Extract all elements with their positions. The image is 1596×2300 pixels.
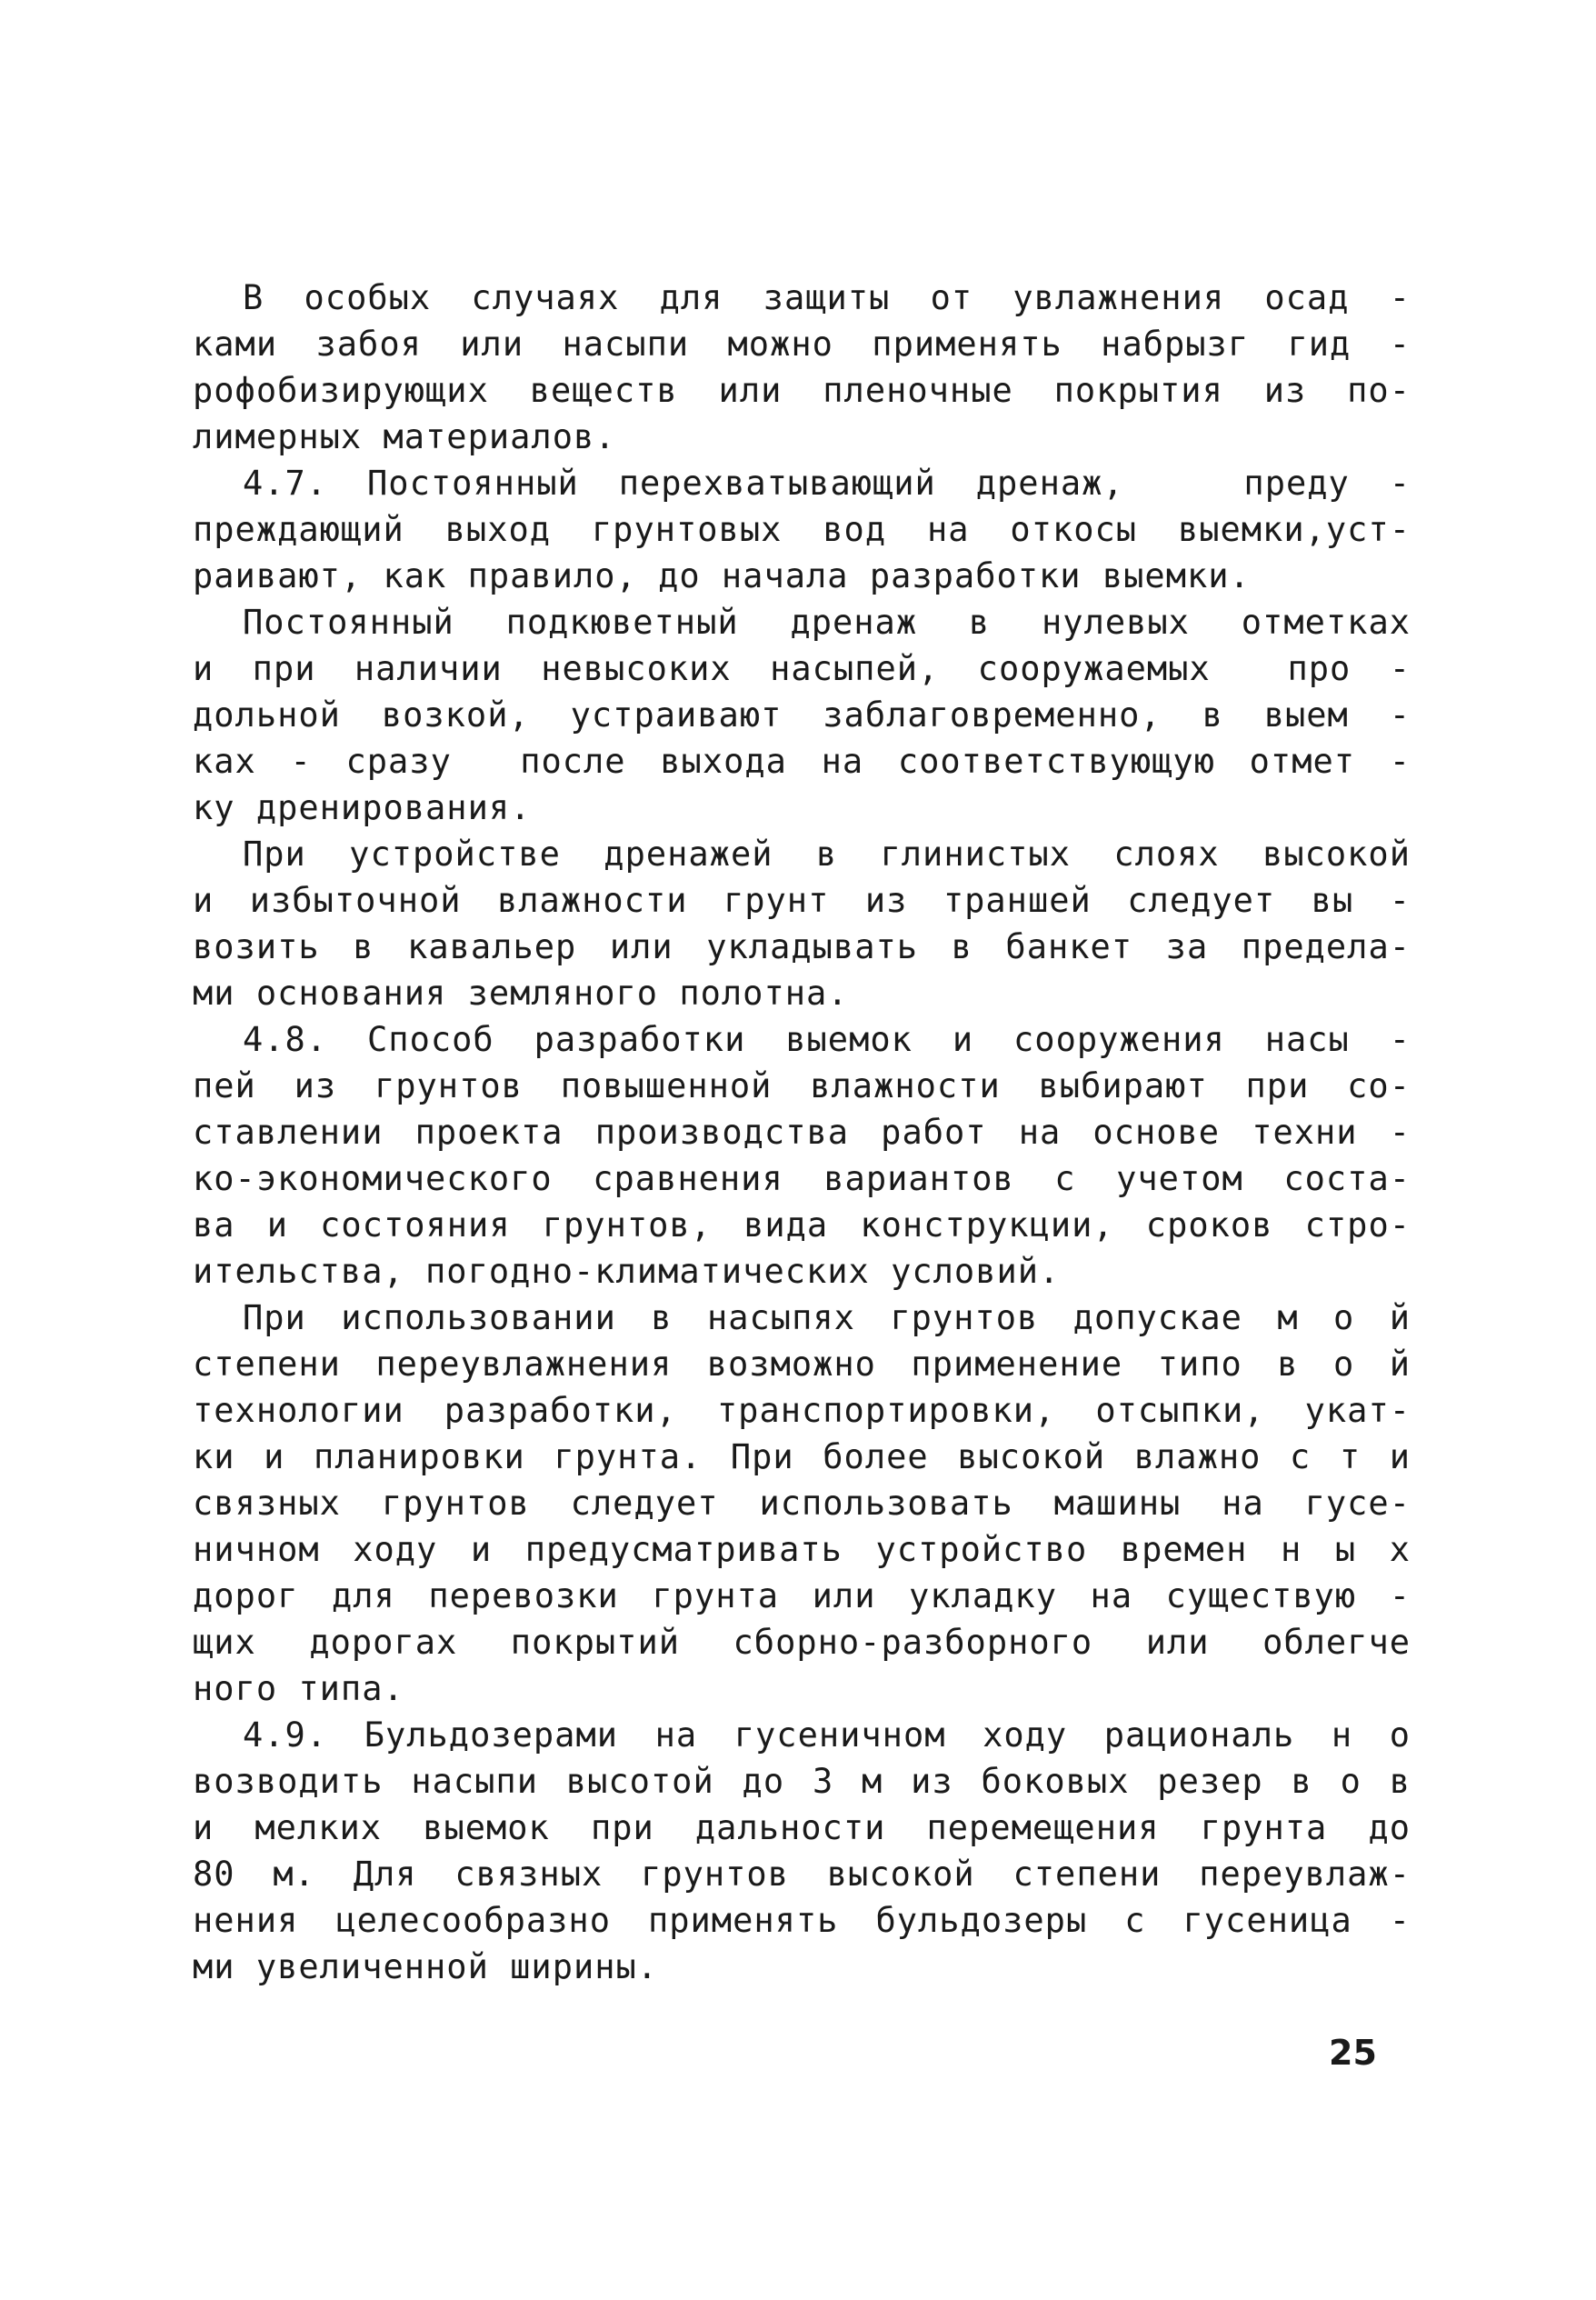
text-line: ками забоя или насыпи можно применять набрызг гид - — [193, 325, 1411, 364]
text-line: возводить насыпи высотой до 3 м из боковых резер в о в — [193, 1762, 1411, 1801]
text-line: щих дорогах покрытий сборно-разборного или облегче — [193, 1623, 1411, 1662]
body-text — [193, 275, 1411, 1990]
text-line: преждающий выход грунтовых вод на откосы выемки,уст- — [193, 510, 1411, 549]
text-line: Постоянный подкюветный дренаж в нулевых отметках — [243, 603, 1411, 642]
text-line: ко-экономического сравнения вариантов с учетом соста- — [193, 1159, 1411, 1198]
text-line: 4.9. Бульдозерами на гусеничном ходу рациональ н о — [243, 1715, 1411, 1755]
text-line: раивают, как правило, до начала разработки выемки. — [193, 556, 1251, 595]
text-line: дорог для перевозки грунта или укладку на существую - — [193, 1576, 1411, 1615]
text-line: ва и состояния грунтов, вида конструкции, сроков стро- — [193, 1205, 1411, 1245]
text-line: и при наличии невысоких насыпей, сооружаемых про - — [193, 649, 1411, 688]
text-line: ках - сразу после выхода на соответствующую отмет - — [193, 742, 1411, 781]
text-line: технологии разработки, транспортировки, отсыпки, укат- — [193, 1391, 1411, 1430]
text-line: ми увеличенной ширины. — [193, 1947, 659, 1986]
text-line: 80 м. Для связных грунтов высокой степени переувлаж- — [193, 1855, 1411, 1894]
text-line: При использовании в насыпях грунтов допускае м о й — [243, 1298, 1411, 1337]
text-line: пей из грунтов повышенной влажности выбирают при со- — [193, 1066, 1411, 1105]
text-line: ного типа. — [193, 1669, 404, 1708]
text-line: связных грунтов следует использовать машины на гусе- — [193, 1484, 1411, 1523]
text-line: нения целесообразно применять бульдозеры с гусеница - — [193, 1901, 1411, 1940]
text-line: 4.7. Постоянный перехватывающий дренаж, преду - — [243, 464, 1411, 503]
text-line: возить в кавальер или укладывать в банкет за предела- — [193, 927, 1411, 966]
text-line: ничном ходу и предусматривать устройство времен н ы х — [193, 1530, 1411, 1569]
text-line: В особых случаях для защиты от увлажнения осад - — [243, 278, 1411, 317]
text-line: 4.8. Способ разработки выемок и сооружения насы - — [243, 1020, 1411, 1059]
text-line: ставлении проекта производства работ на основе техни - — [193, 1113, 1411, 1152]
text-line: лимерных материалов. — [193, 417, 616, 456]
text-line: и мелких выемок при дальности перемещения грунта до — [193, 1808, 1411, 1847]
text-line: При устройстве дренажей в глинистых слоях высокой — [243, 835, 1411, 874]
text-line: степени переувлажнения возможно применение типо в о й — [193, 1345, 1411, 1384]
text-line: и избыточной влажности грунт из траншей следует вы - — [193, 881, 1411, 920]
page-number: 25 — [1329, 2033, 1377, 2073]
text-line: ми основания земляного полотна. — [193, 974, 849, 1013]
text-line: ки и планировки грунта. При более высокой влажно с т и — [193, 1437, 1411, 1476]
text-line: ительства, погодно-климатических условий. — [193, 1252, 1061, 1291]
text-line: рофобизирующих веществ или пленочные покрытия из по- — [193, 371, 1411, 410]
text-line: ку дренирования. — [193, 788, 532, 827]
text-line: дольной возкой, устраивают заблаговременно, в выем - — [193, 695, 1411, 735]
